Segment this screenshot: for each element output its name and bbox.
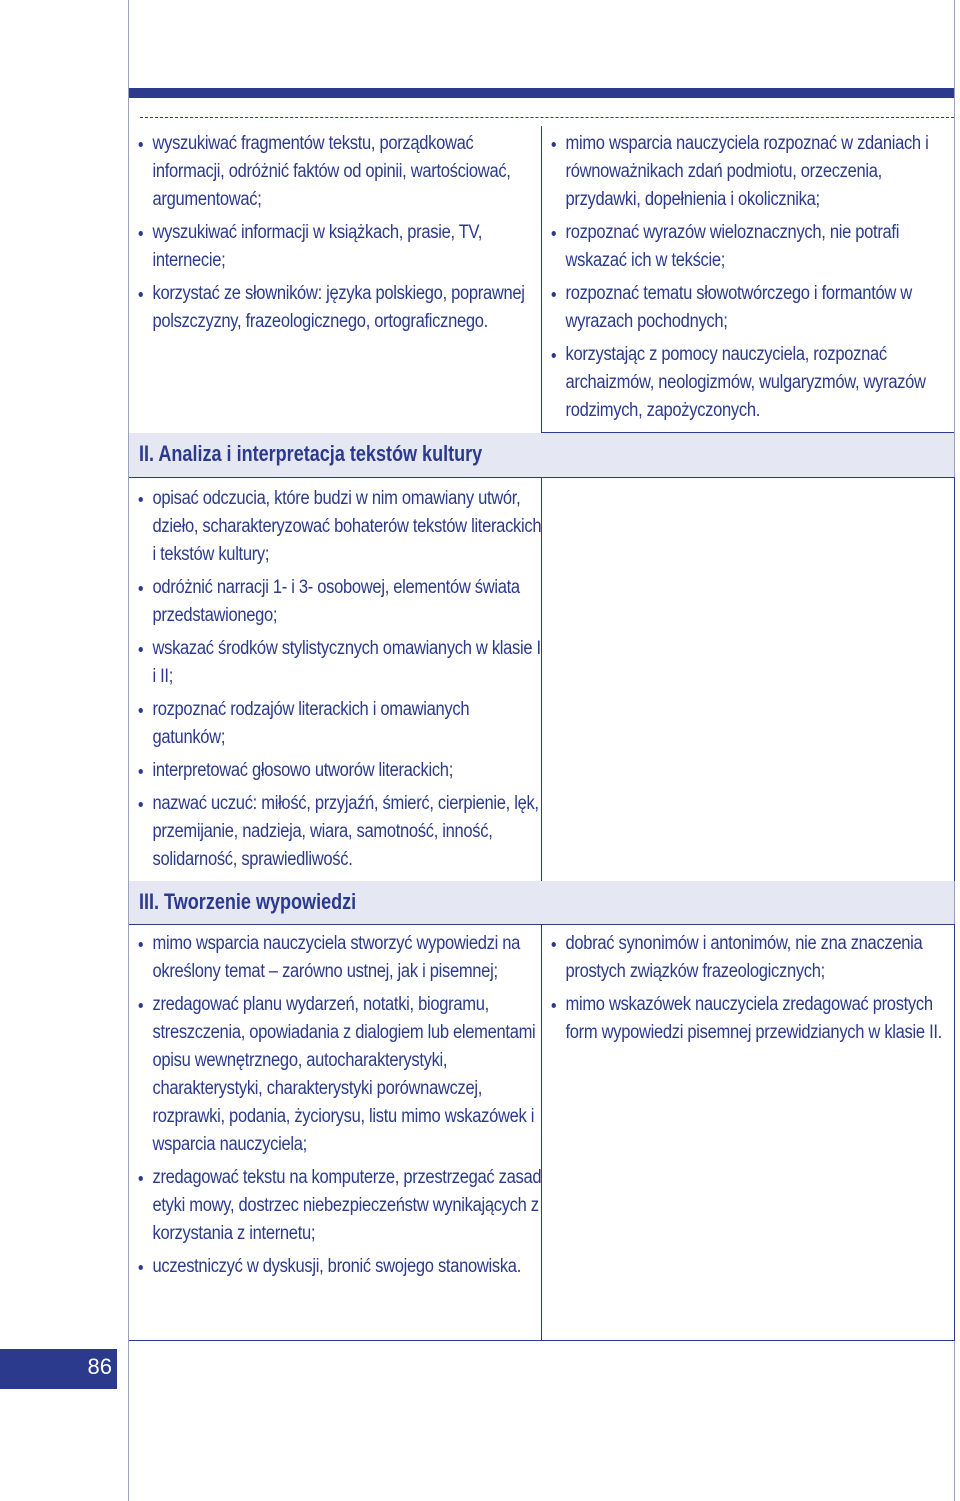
block1-right-list (542, 130, 954, 425)
list-item: uczestniczyć w dyskusji, bronić swojego stanowiska. (129, 1253, 544, 1281)
section-3-right-list (542, 930, 954, 1047)
section-3-title: III. Tworzenie wypowiedzi (139, 889, 357, 914)
list-item: rozpoznać tematu słowotwórczego i formantów w wyrazach pochodnych; (542, 280, 957, 336)
block1-left-list (129, 130, 541, 336)
page-number: 86 (87, 1354, 112, 1379)
list-item: zredagować planu wydarzeń, notatki, biogramu, streszczenia, opowiadania z dialogiem lub elementami opisu wewnętrznego, autocharakterystyki, charakterystyki, charakterystyki porównawczej, rozprawki, podania, życiorysu, listu mimo wskazówek i wsparcia nauczyciela; (129, 991, 544, 1159)
block1-right-cell (542, 130, 954, 430)
page-number-box (0, 1349, 117, 1389)
list-item: zredagować tekstu na komputerze, przestrzegać zasad etyki mowy, dostrzec niebezpieczeństw wynikających z korzystania z internetu; (129, 1164, 544, 1248)
list-item: rozpoznać rodzajów literackich i omawianych gatunków; (129, 696, 544, 752)
list-item: korzystać ze słowników: języka polskiego, poprawnej polszczyzny, frazeologicznego, ortograficznego. (129, 280, 544, 336)
list-item: mimo wskazówek nauczyciela zredagować prostych form wypowiedzi pisemnej przewidzianych w klasie II. (542, 991, 957, 1047)
column-divider (954, 924, 955, 1341)
section-3-left-list (129, 930, 541, 1281)
column-divider (954, 477, 955, 881)
block1-left-cell (129, 130, 541, 341)
list-item: wyszukiwać fragmentów tekstu, porządkować informacji, odróżnić faktów od opinii, wartościować, argumentować; (129, 130, 544, 214)
section-2-title: II. Analiza i interpretacja tekstów kultury (139, 441, 483, 466)
list-item: korzystając z pomocy nauczyciela, rozpoznać archaizmów, neologizmów, wulgaryzmów, wyrazów rodzimych, zapożyczonych. (542, 341, 957, 425)
list-item: wyszukiwać informacji w książkach, prasie, TV, internecie; (129, 219, 544, 275)
row-divider (129, 1340, 954, 1341)
dashed-divider (140, 117, 954, 118)
list-item: mimo wsparcia nauczyciela stworzyć wypowiedzi na określony temat – zarówno ustnej, jak i pisemnej; (129, 930, 544, 986)
section-3-header (129, 881, 954, 925)
section-3-right-cell (542, 930, 954, 1052)
list-item: interpretować głosowo utworów literackich; (129, 757, 544, 785)
list-item: dobrać synonimów i antonimów, nie zna znaczenia prostych związków frazeologicznych; (542, 930, 957, 986)
list-item: rozpoznać wyrazów wieloznacznych, nie potrafi wskazać ich w tekście; (542, 219, 957, 275)
section-3-left-cell (129, 930, 541, 1286)
list-item: mimo wsparcia nauczyciela rozpoznać w zdaniach i równoważnikach zdań podmiotu, orzeczenia, przydawki, dopełnienia i okolicznika; (542, 130, 957, 214)
section-2-list (129, 485, 541, 874)
header-bar (129, 88, 954, 98)
list-item: nazwać uczuć: miłość, przyjaźń, śmierć, cierpienie, lęk, przemijanie, nadzieja, wiara, samotność, inność, solidarność, sprawiedliwość. (129, 790, 544, 874)
list-item: odróżnić narracji 1- i 3- osobowej, elementów świata przedstawionego; (129, 574, 544, 630)
list-item: wskazać środków stylistycznych omawianych w klasie I i II; (129, 635, 544, 691)
section-2-header (129, 433, 954, 477)
list-item: opisać odczucia, które budzi w nim omawiany utwór, dzieło, scharakteryzować bohaterów tekstów literackich i tekstów kultury; (129, 485, 544, 569)
section-2-left-cell (129, 485, 541, 879)
